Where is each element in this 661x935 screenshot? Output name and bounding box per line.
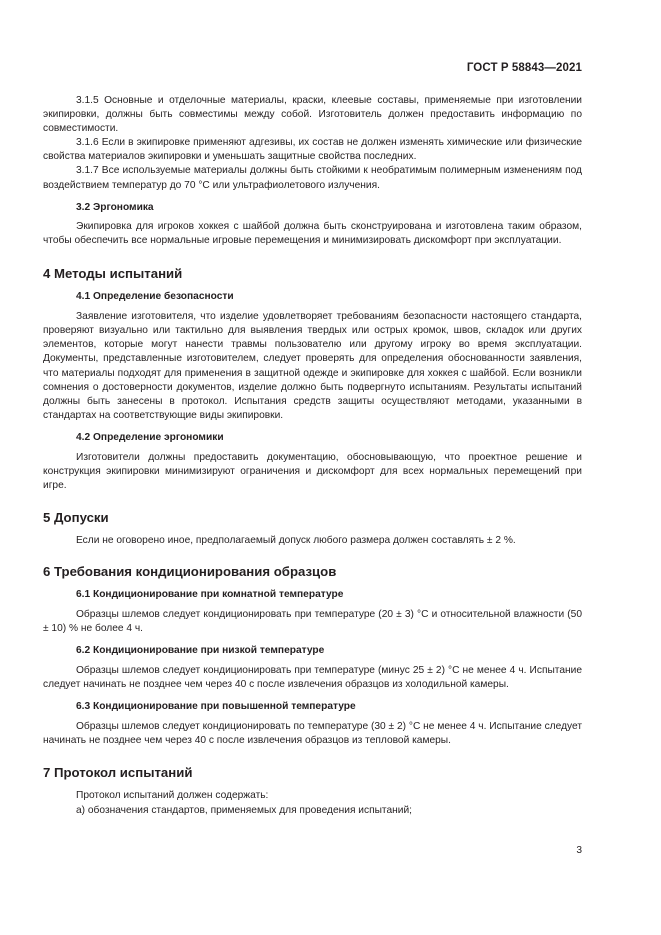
text-5: Если не оговорено иное, предполагаемый допуск любого размера должен составлять ± 2 %. [76, 535, 516, 547]
text-3-2: Экипировка для игроков хоккея с шайбой должна быть сконструирована и изготовлена таким образом, чтобы обеспечить все нормальные игровые перемещения и минимизировать дискомфорт при эксплуатации. [43, 220, 582, 246]
list-item-a: а) обозначения стандартов, применяемых для проведения испытаний; [76, 804, 412, 816]
heading-5: 5 Допуски [43, 510, 109, 526]
text-6-1: Образцы шлемов следует кондиционировать при температуре (20 ± 3) °С и относительной влажности (50 ± 10) % не более 4 ч. [43, 608, 582, 634]
text-4-2: Изготовители должны предоставить документацию, обосновывающую, что проектное решение и конструкция экипировки минимизируют ограничения и дискомфорт для всех нормальных перемещений при игре. [43, 451, 582, 492]
heading-3-2: 3.2 Эргономика [76, 201, 154, 213]
heading-6-3: 6.3 Кондиционирование при повышенной температуре [76, 701, 356, 713]
page-number: 3 [576, 845, 582, 856]
clause-3-1-6: 3.1.6 Если в экипировке применяют адгезивы, их состав не должен изменять химические или физические свойства материалов экипировки и уменьшать защитные свойства последних. [43, 137, 582, 163]
heading-6-2: 6.2 Кондиционирование при низкой температуре [76, 644, 325, 656]
heading-7: 7 Протокол испытаний [43, 765, 193, 781]
document-id-header: ГОСТ Р 58843—2021 [466, 62, 582, 74]
heading-4: 4 Методы испытаний [43, 265, 183, 281]
page-content [43, 94, 582, 818]
text-7-intro: Протокол испытаний должен содержать: [76, 790, 269, 802]
heading-6-1: 6.1 Кондиционирование при комнатной температуре [76, 588, 344, 600]
text-4-1: Заявление изготовителя, что изделие удовлетворяет требованиям безопасности настоящего стандарта, проверяют визуально или тактильно для выявления твердых или острых кромок, швов, складок или других элементов, которые могут нанести травмы пользователю или другому игроку во время эксплуатации. Документы, представленные изготовителем, следует проверять для определения обоснованности заявления, что материалы подходят для применения в защитной одежде и экипировке для хоккея с шайбой. Если возникли сомнения о достоверности документов, изделие должно быть подвергнуто испытаниям. Результаты испытаний должны быть занесены в протокол. Испытания средств защиты осуществляют методами, указанными в стандартах на соответствующие виды экипировки. [43, 311, 582, 421]
text-6-3: Образцы шлемов следует кондиционировать по температуре (30 ± 2) °С не менее 4 ч. Испытание следует начинать не позднее чем через 40 с после извлечения образцов из тепловой камеры. [43, 721, 582, 747]
text-6-2: Образцы шлемов следует кондиционировать при температуре (минус 25 ± 2) °С не менее 4 ч. Испытание следует начинать не позднее чем через 40 с после извлечения образцов из холодильной камеры. [43, 664, 582, 690]
heading-4-1: 4.1 Определение безопасности [76, 291, 234, 303]
clause-3-1-7: 3.1.7 Все используемые материалы должны быть стойкими к необратимым полимерным изменениям под воздействием температур до 70 °С или ультрафиолетового излучения. [43, 165, 582, 191]
clause-3-1-5: 3.1.5 Основные и отделочные материалы, краски, клеевые составы, применяемые при изготовлении экипировки, должны быть совместимы между собой. Изготовитель должен предоставить информацию по совместимости. [43, 95, 582, 135]
heading-6: 6 Требования кондиционирования образцов [43, 564, 337, 580]
heading-4-2: 4.2 Определение эргономики [76, 431, 224, 443]
